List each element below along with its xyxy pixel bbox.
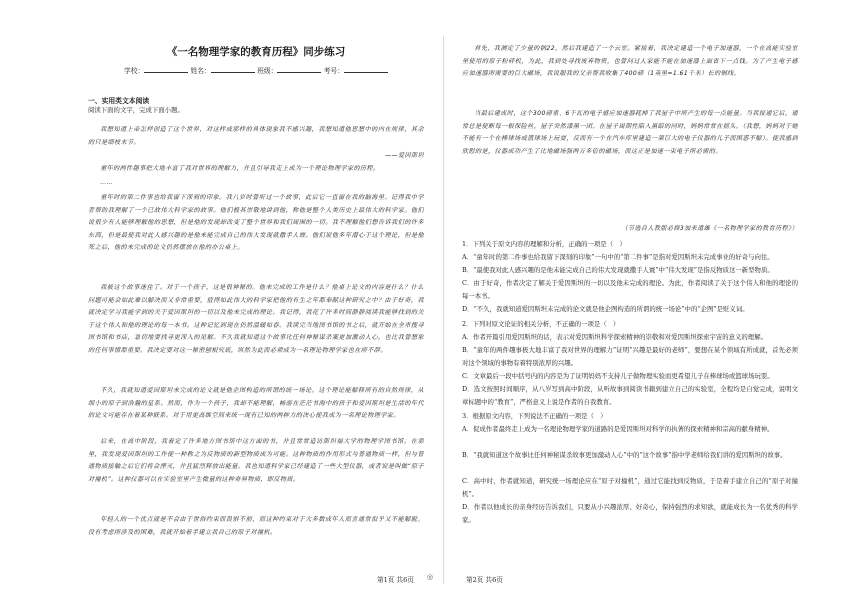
question-2-option-b[interactable]: B．“童年的两件趣事极大地丰富了我对世界的理解力”证明“兴趣是最好的老师”，要想在某个领域有所成就，首先必须对这个领域的事物有着特别浓厚的兴趣。: [462, 346, 798, 367]
question-2-option-a[interactable]: A．作者开篇引用爱因斯坦的话，表示对爱因斯坦科学探索精神的崇敬和对爱因斯坦探索宇宙的意义的理解。: [462, 333, 767, 341]
passage-ellipsis: ……: [100, 179, 114, 186]
class-blank[interactable]: [277, 65, 321, 73]
page-number-right: 第2页 共6页: [466, 576, 503, 584]
student-info-fields: [88, 65, 424, 75]
epigraph: 我想知道上帝怎样创造了这个世界，对这样或那样的具体现象我不感兴趣，我想知道他思想中的内在规律，其余的只是细枝末节。: [88, 126, 424, 146]
exam-no-blank[interactable]: [344, 65, 388, 73]
question-1-option-c[interactable]: C．由于好奇，作者决定了解关于爱因斯坦的一切以及他未完成的理论。为此，作者阅读了关于这个伟人和他的理论的每一本书。: [462, 279, 798, 300]
name-label: 姓名：: [190, 67, 211, 75]
passage-paragraph-6: 年轻人的一个优点就是不会由于世俗约束而畏惧不前，而这种约束对于大多数成年人而言通常似乎又不能解脱。没有考虑所涉及的困难，我就开始着手建立我自己的原子对撞机。: [88, 516, 424, 536]
passage-paragraph-4: 不久，我就知道爱因斯坦未完成的论文就是他企图构造的所谓的统一场论。这个理论能解释所有的自然规律，从细小的原子到浩瀚的星系。然而，作为一个孩子，我却不能理解，畅游在茫茫书海中的孩子和爱因斯坦是生活的年代的论文可能存在着某种联系。对于用更高维空间来统一现有已知的两种力的决心使我成为一名理论物理学家。: [88, 387, 424, 420]
instruction: 阅读下面的文字，完成下面小题。: [88, 106, 184, 114]
passage-paragraph-1: 童年的两件趣事把大地丰富了我对世界的理解力，并且引导我走上成为一个理论物理学家的历程。: [100, 165, 380, 172]
question-2-option-c[interactable]: C．文章最后一段中括号内的内容是为了证明妈妈不支持儿子做物理实验而更希望儿子在棒球场或篮球场玩耍。: [462, 372, 774, 380]
binding-mark-icon: ◎: [427, 573, 434, 581]
question-3-option-d[interactable]: D．作者以他成长的亲身经历告诉我们，只要从小兴趣浓厚、好奇心，保持强烈的求知欲，就能成长为一名优秀的科学家。: [462, 503, 798, 524]
passage-paragraph-3: 我被这个故事迷住了。对于一个孩子，这是很神秘的。他未完成的工作是什么？他桌上论文的内容是什么？什么问题可能会如此难以解决而又非常重要，值得如此伟大的科学家把他的有生之年都奉献这种研究之中？由于好奇，我就决定学习我能学到的关于爱因斯坦的一切以及他未完成的理论。我记得，我花了许多时间静静阅读我能够找到的关于这个伟人和他的理论的每一本书。这种记忆到现在仍然温暖如春。我读完当地图书馆的书之后，就开始在全市搜寻图书馆和书店，急切地要找寻更深入的见解。不久我就知道这个故事比任何神秘谋杀案更加激动人心，也比我曾想象的任何事情都重要。我决定要对这一秘密刨根究底，纵然为此而必须成为一名理论物理学家也在所不辞。: [88, 284, 424, 354]
question-1: 1．下列关于原文内容的理解和分析，正确的一项是（ ）: [462, 240, 626, 248]
question-3-option-b[interactable]: B．“我就知道这个故事比任何神秘谋杀故事更加激动人心”中的“这个故事”指中学老师给我们讲的爱因斯坦的故事。: [462, 451, 787, 459]
question-2-option-d[interactable]: D．选文按照时间顺序，从八岁写到高中阶段，从听故事到阅读书籍到建立自己的实验室，全程均是自觉完成，说明文章标题中的“教育”，严格意义上说是作者的自我教育。: [462, 385, 798, 406]
passage-paragraph-7: 首先，我测定了少量的钠22，然后我建造了一个云室。紧接着，我决定建造一个电子加速器，一个在高能实验室里使用的原子粉碎机，为此，我到处寻找废弃物资，也曾问过人家能不能在加速器上面省下一点钱。为了产生电子感应加速器所需要的巨大磁场，我说服我的父亲帮我收集了400磅（1英里=1.61千米）长的铜线。: [462, 45, 798, 78]
page-divider: [443, 36, 444, 584]
question-3-option-a[interactable]: A．促成作者最终走上成为一名理论物理学家的道路的是爱因斯坦对科学的执著的探索精神和宗高的献身精神。: [462, 425, 774, 433]
epigraph-attribution: ——爱因斯坦: [385, 152, 424, 159]
question-3-option-c[interactable]: C．高中时，作者就知道，研究统一场理论应在“原子对撞机”，通过它能找到反物质，于是着手建立自己的“原子对撞机”。: [462, 477, 798, 498]
passage-source: （节选自人教版必修3加来道雄《一名物理学家的教育历程》）: [621, 225, 798, 232]
section-heading: 一、实用类文本阅读: [88, 97, 150, 105]
question-1-option-a[interactable]: A．“童年时的第二件事也给我留下深刻的印象”一句中的“第二件事”是指对爱因斯坦未完成事业的好奇与向往。: [462, 253, 774, 261]
question-2: 2．下列对原文论证的相关分析，不正确的一项是（ ）: [462, 320, 620, 328]
page-number-left: 第1页 共6页: [377, 576, 414, 584]
passage-paragraph-8: 当最后建成时，这个300磅重、6千瓦的电子感应加速器耗掉了我屋子中所产生的每一点能量。当我接通它后，通常总是使断每一根保险丝，屋子突然漆黑一团。在屋子周期性陷入黑暗的同时，妈妈常常在摇头。（我想，妈妈对于她不能有一个在棒球场或篮球场上玩耍，反而有一个在汽车库里建造一架巨大的电子仪器的儿子而困惑不解）。使我感到欣慰的是，仪器成功产生了比地磁场强两万多倍的磁场，而这正是加速一束电子所必需的。: [462, 110, 798, 155]
passage-paragraph-5: 后来，在高中阶段，我着定了许多地方图书馆中这方面的书，并且常常造访斯坦福大学的物理学图书馆。在那里，我发现爱因斯坦的工作使一种称之为反物质的新型物质成为可能。这种物质的作用形式与普通物质一样，但与普通物质接触之后它们将会湮灭，并且猛烈释放出能量。我也知道科学家已经建造了一些大型仪器，或者说是叫做“原子对撞机”。这种仪器可以在实验室里产生微量的这种奇异物质，即反物质。: [88, 438, 424, 483]
class-label: 班级：: [257, 67, 278, 75]
page-title: 《一名物理学家的教育历程》同步练习: [166, 46, 346, 58]
question-1-option-d[interactable]: D．“不久，我就知道爱因斯坦未完成的论文就是他企图构造的所谓的统一场论”中的“企图”是贬义词。: [462, 305, 749, 313]
question-3: 3．根据原文内容，下列说法不正确的一项是（ ）: [462, 412, 607, 420]
question-1-option-b[interactable]: B．“最使我对此人感兴趣的是他未能完成自己的伟大发现就撒手人寰”中“伟大发现”是指反物质这一新型物质。: [462, 266, 774, 274]
passage-paragraph-2: 童年时的第二件事也给我留下深刻的印象。我八岁时曾听过一个故事，此后它一直留在我的脑海里。记得我中学者帮助我理解了一个已故伟大科学家的故事。他们极其崇敬地讲到他，称他是整个人类历史上最伟大的科学家。他们说很少有人能够理解他的思想，但是他的发现却改变了整个世界和我们周围的一切。我不理解他们想告诉我们的许多东西，但是最使我对此人感兴趣的是他未能完成自己的伟大发现就撒手人寰。他们说他多年潜心于这个理论，但是他死之后，他的未完成的论文仍然摆放在他的办公桌上。: [88, 194, 424, 252]
name-blank[interactable]: [211, 65, 255, 73]
school-label: 学校：: [123, 67, 145, 75]
school-blank[interactable]: [144, 65, 188, 73]
exam-no-label: 考号：: [323, 67, 345, 75]
